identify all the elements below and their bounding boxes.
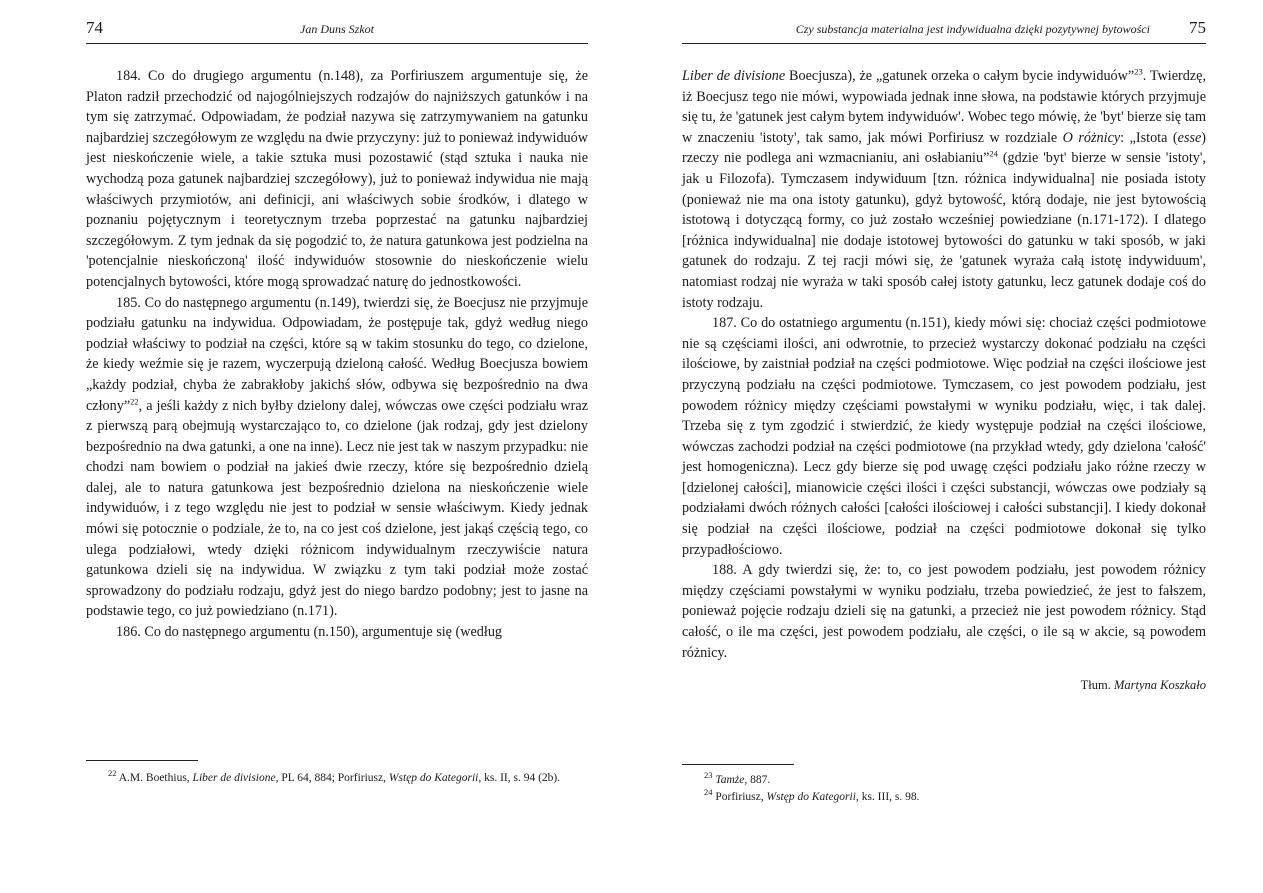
left-page-header <box>86 18 588 44</box>
paragraph-185: 185. Co do następnego argumentu (n.149), twierdzi się, że Boecjusz nie przyjmuje podziału gatunku na indywidua. Odpowiadam, że postępuje tak, gdyż według niego podział właściwy to podział na części, które są w takim stosunku do tego, co dzielone, że kiedy weźmie się je razem, wyczerpują dzieloną całość. Według Boecjusza bowiem „każdy podział, chyba że zabrakłoby jakichś słów, odbywa się bezpośrednio na dwa człony”$^{22}$, a jeśli każdy z nich byłby dzielony dalej, wówczas owe części podziału wraz z pierwszą parą obejmują wystarczająco to, co dzielone (jak rodzaj, gdy jest dzielony bezpośrednio na dwa gatunki, a one na inne). Lecz nie jest tak w naszym przypadku: nie chodzi nam bowiem o podział na jakieś dwie rzeczy, które się bezpośrednio dzielą dalej, ale to natura gatunkowa jest bezpośrednio dzielona na nieskończenie wiele indywiduów, i z tego względu nie jest to podział w sensie właściwym. Kiedy jednak mówi się potocznie o podziale, że to, na co jest coś dzielone, jest jakąś częścią tego, co ulega podziałowi, wtedy dzięki różnicom indywidualnym rzeczywiście natura gatunkowa dzieli się na indywidua. W związku z tym taki podział może zostać sprowadzony do podziału rodzaju, gdyż jest do niego bardzo podobny; jest to jasne na podstawie tego, co już powiedziano (n.171). <box>86 294 588 620</box>
footnote-24: $^{24}$ Porfiriusz, Wstęp do Kategorii, ks. III, s. 98. <box>704 787 920 803</box>
running-head: Jan Duns Szkot <box>300 22 374 36</box>
paragraph-184: 184. Co do drugiego argumentu (n.148), za Porfiriuszem argumentuje się, że Platon radził przechodzić od najogólniejszych rodzajów do najniższych gatunków i na tym się zatrzymać. Odpowiadam, że podział nazywa się zatrzymywaniem na gatunku najbardziej szczegółowym ze względu na dwie przyczyny: już to ponieważ indywiduów jest nieskończenie wiele, a takie sztuka musi pozostawić (stąd sztuka i nauka nie wychodzą poza gatunek najbardziej szczegółowy), już to ponieważ indywidua nie mają właściwych przymiotów, ani definicji, ani właściwych sobie środków, i dlatego w poznaniu pojętycznym i teoretycznym trzeba poprzestać na gatunku najbardziej szczegółowym. Z tym jednak da się pogodzić to, że natura gatunkowa jest podzielna na 'potencjalnie nieskończoną' ilość indywiduów stosownie do nieskończenie wielu potencjalnych bytowości, które mogą sprowadzać naturę do jednostkowości. <box>86 68 588 290</box>
left-page-body <box>86 66 588 643</box>
right-page-header <box>682 18 1206 44</box>
running-head: Czy substancja materialna jest indywidualna dzięki pozytywnej bytowości <box>795 22 1150 36</box>
header-rule <box>86 43 588 44</box>
left-page <box>0 0 631 893</box>
paragraph-188: 188. A gdy twierdzi się, że: to, co jest powodem podziału, jest powodem różnicy między częściami powstałymi w wyniku podziału, trzeba powiedzieć, że jest to fałszem, ponieważ pojęcie rodzaju dzieli się na gatunki, a przecież nie jest powodem różnicy. Stąd całość, o ile ma części, jest powodem podziału, ale części, o ile są w akcie, są powodem różnicy. <box>682 562 1206 661</box>
paragraph-187: 187. Co do ostatniego argumentu (n.151), kiedy mówi się: chociaż części podmiotowe nie są częściami ilości, ani odwrotnie, to przecież wystarczy dokonać podziału na części ilościowe, by zaistniał podział na części podmiotowe. Więc podział na części ilościowe jest przyczyną podziału na części podmiotowe. Tymczasem, co jest powodem podziału, jest powodem różnicy między częściami powstałymi w wyniku podziału, więc, i tak dalej. Trzeba się z tym zgodzić i stwierdzić, że kiedy występuje podział na części ilościowe, wówczas zachodzi podział na części podmiotowe (na przykład wtedy, gdy dzielona 'całość' jest homogeniczna). Lecz gdy bierze się pod uwagę części podziału jako różne rzeczy w [dzielonej całości], mianowicie części ilości i części substancji, wówczas owe podziały są podziałami dwóch różnych całości [całości ilościowej i całości substancji]. I kiedy dokonał się podział na części ilościowe, podział na części podmiotowe dokonał się tylko przypadłościowo. <box>682 315 1206 558</box>
right-footnotes <box>682 770 1206 807</box>
footnote-rule <box>86 760 198 761</box>
paragraph-186-cont: Liber de divisione Boecjusza), że „gatunek orzeka o całym bycie indywiduów”$^{23}$. Twierdzę, iż Boecjusz tego nie mówi, wypowiada jednak inne słowa, na podstawie których przyjmuje się tu, że 'gatunek jest całym bytem indywiduów'. Wobec tego mówię, że 'byt' bierze się tam w znaczeniu 'istoty', tak samo, jak mówi Porfiriusz w rozdziale O różnicy: „Istota (esse) rzeczy nie podlega ani wzmacnianiu, ani osłabianiu”$^{24}$ (gdzie 'byt' bierze w sensie 'istoty', jak u Filozofa). Tymczasem indywiduum [tzn. różnica indywidualna] nie posiada istoty (ponieważ nie ma ona istoty gatunku), gdyż bytowość, którą dodaje, nie jest bytowością istotową i dotyczącą formy, co już zostało wcześniej powiedziane (n.171-172). I dlatego [różnica indywidualna] nie dodaje istotowej bytowości do gatunku w taki sposób, w jaki gatunek do rodzaju. Z tej racji mówi się, że 'gatunek wyraża całą istotę indywiduum', natomiast rodzaj nie wyraża w taki sposób całej istoty gatunku, lecz gatunek dodaje coś do istoty rodzaju. <box>682 66 1207 311</box>
footnote-rule <box>682 764 794 765</box>
translator-credit: Tłum. Martyna Koszkało <box>1080 678 1206 693</box>
right-page-body <box>682 66 1206 696</box>
right-page <box>632 0 1263 893</box>
footnote-ref-24[interactable]: 24 <box>989 148 998 159</box>
header-rule <box>682 43 1206 44</box>
left-footnotes <box>86 768 588 788</box>
page-number: 74 <box>86 18 103 37</box>
paragraph-186-start: 186. Co do następnego argumentu (n.150), argumentuje się (według <box>116 624 503 641</box>
footnote-22: $^{22}$ A.M. Boethius, Liber de divisione, PL 64, 884; Porfiriusz, Wstęp do Kategorii, ks. II, s. 94 (2b). <box>108 768 561 784</box>
page-number: 75 <box>1189 18 1206 37</box>
footnote-ref-23[interactable]: 23 <box>1134 66 1143 77</box>
footnote-ref-22[interactable]: 22 <box>130 395 139 406</box>
footnote-23: $^{23}$ Tamże, 887. <box>704 770 771 786</box>
